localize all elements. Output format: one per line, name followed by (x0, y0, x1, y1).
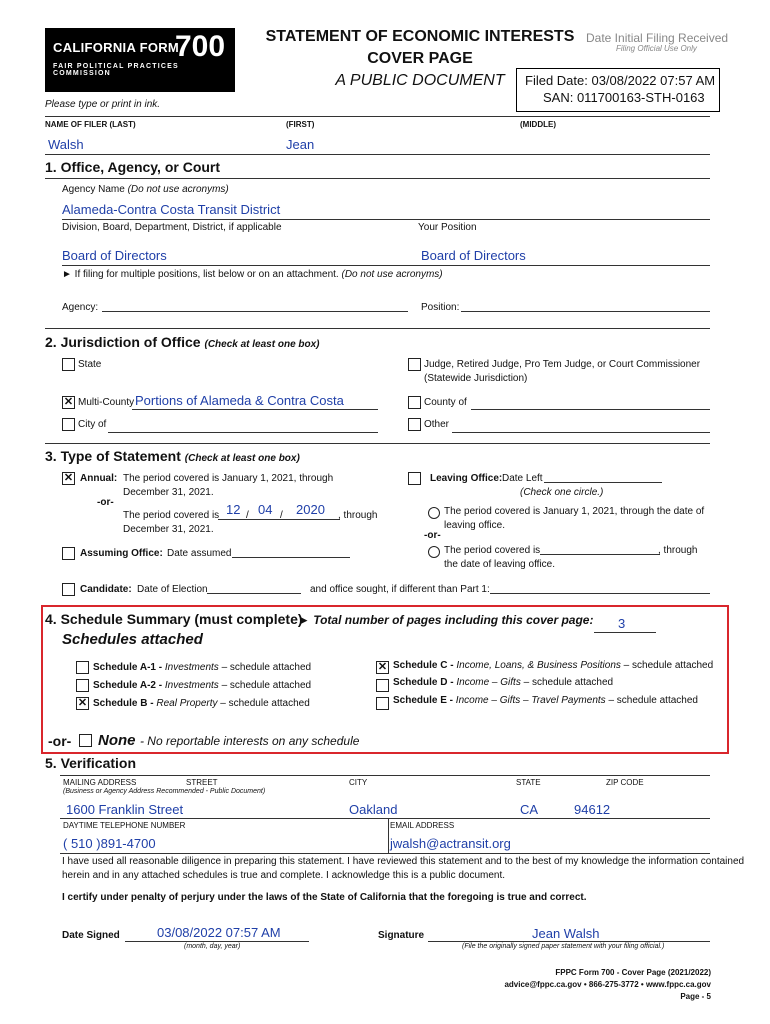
section5-title: 5. Verification (45, 755, 137, 771)
leave-option2-text2: the date of leaving office. (444, 559, 556, 570)
street-label: STREET (186, 778, 218, 787)
footer-page: Page - 5 (680, 992, 711, 1001)
filer-first-label: (FIRST) (286, 120, 315, 129)
position-label: Your Position (418, 222, 477, 233)
candidate-text: Date of Election (137, 584, 208, 595)
signature-label: Signature (378, 930, 425, 941)
logo-form-text: CALIFORNIA FORM (53, 40, 180, 55)
multicounty-checkbox[interactable]: ✕ (63, 396, 74, 408)
other-checkbox[interactable] (408, 418, 421, 431)
filer-middle-label: (MIDDLE) (520, 120, 556, 129)
city-label: CITY (349, 778, 368, 787)
candidate-checkbox[interactable] (62, 583, 75, 596)
email-field[interactable]: jwalsh@actransit.org (390, 836, 511, 851)
filer-first-name[interactable]: Jean (286, 137, 315, 152)
period-end-text: December 31, 2021. (123, 524, 214, 535)
street-field[interactable]: 1600 Franklin Street (66, 802, 184, 817)
annual-label: Annual: (80, 473, 118, 484)
form-subtitle: COVER PAGE (367, 50, 473, 67)
agency-name-label: Agency Name (Do not use acronyms) (62, 184, 229, 195)
certify-text: I certify under penalty of perjury under the laws of the State of California that the foregoing is true and correct. (62, 892, 587, 903)
or-label-2: -or- (424, 530, 441, 541)
date-signed-label: Date Signed (62, 930, 120, 941)
phone-field[interactable]: ( 510 )891-4700 (63, 836, 156, 851)
leaving-label: Leaving Office: (430, 473, 503, 484)
date-signed-field[interactable]: 03/08/2022 07:57 AM (157, 925, 281, 940)
form-logo (45, 28, 235, 92)
email-label: EMAIL ADDRESS (390, 821, 455, 830)
form-title: STATEMENT OF ECONOMIC INTERESTS (265, 28, 575, 45)
multicounty-field[interactable]: Portions of Alameda & Contra Costa (135, 393, 344, 408)
judge-label: Judge, Retired Judge, Pro Tem Judge, or Court Commissioner (424, 359, 701, 370)
candidate-label: Candidate: (80, 584, 132, 595)
position2-label: Position: (421, 302, 460, 313)
section2-title: 2. Jurisdiction of Office (Check at least one box) (45, 334, 320, 350)
section4-title: 4. Schedule Summary (must complete) (45, 611, 303, 627)
footer-contact: advice@fppc.ca.gov • 866-275-3772 • www.fppc.ca.gov (504, 980, 711, 989)
logo-commission: FAIR POLITICAL PRACTICES COMMISSION (53, 63, 179, 77)
state-field[interactable]: CA (520, 802, 539, 817)
zip-label: ZIP CODE (606, 778, 644, 787)
county-label: County of (424, 397, 467, 408)
san-number: SAN: 011700163-STH-0163 (543, 90, 705, 105)
schedule-d-checkbox[interactable] (376, 679, 389, 692)
leave-option2-text: The period covered is (444, 545, 541, 556)
section3-title: 3. Type of Statement (Check at least one box) (45, 448, 300, 464)
schedule-b-label: Schedule B - Real Property – schedule attached (93, 698, 310, 709)
leave-option2-through: , through (658, 545, 698, 556)
schedule-e-checkbox[interactable] (376, 697, 389, 710)
state-label: State (78, 359, 102, 370)
period-text: The period covered is (123, 510, 220, 521)
total-pages-label: ► Total number of pages including this cover page: (298, 613, 594, 627)
total-pages-field[interactable]: 3 (618, 616, 626, 631)
assuming-text: Date assumed (167, 548, 232, 559)
section1-title: 1. Office, Agency, or Court (45, 159, 221, 175)
signature-note: (File the originally signed paper statement with your filing official.) (462, 943, 665, 950)
leave-option1-radio[interactable] (428, 507, 440, 519)
leaving-text: Date Left (502, 473, 543, 484)
division-field[interactable]: Board of Directors (62, 248, 167, 263)
leave-option1-text2: leaving office. (444, 520, 505, 531)
none-label: None - No reportable interests on any schedule (98, 732, 360, 749)
schedules-attached-label: Schedules attached (62, 631, 203, 648)
annual-text2: December 31, 2021. (123, 487, 214, 498)
schedule-e-label: Schedule E - Income – Gifts – Travel Payments – schedule attached (393, 695, 698, 706)
schedule-d-label: Schedule D - Income – Gifts – schedule attached (393, 677, 614, 688)
assuming-label: Assuming Office: (80, 548, 163, 559)
annual-checkbox[interactable]: ✕ (63, 472, 74, 484)
received-label: Date Initial Filing Received (586, 31, 729, 45)
county-checkbox[interactable] (408, 396, 421, 409)
annual-text1: The period covered is January 1, 2021, through (123, 473, 334, 484)
judge-sublabel: (Statewide Jurisdiction) (424, 373, 528, 384)
filer-last-name[interactable]: Walsh (48, 137, 84, 152)
period-day[interactable]: 04 (258, 502, 273, 517)
leave-option1-text: The period covered is January 1, 2021, through the date of (444, 506, 705, 517)
assuming-checkbox[interactable] (62, 547, 75, 560)
city-checkbox[interactable] (62, 418, 75, 431)
schedule-a1-label: Schedule A-1 - Investments – schedule attached (93, 662, 312, 673)
schedule-c-checkbox[interactable]: ✕ (377, 661, 388, 673)
city-label: City of (78, 419, 107, 430)
schedule-c-label: Schedule C - Income, Loans, & Business Positions – schedule attached (393, 660, 714, 671)
leave-option2-radio[interactable] (428, 546, 440, 558)
leaving-note: (Check one circle.) (520, 487, 604, 498)
received-sublabel: Filing Official Use Only (616, 44, 697, 53)
print-note: Please type or print in ink. (45, 99, 161, 110)
date-note: (month, day, year) (184, 943, 241, 950)
multiple-positions-note: ► If filing for multiple positions, list below or on an attachment. (Do not use acronyms) (62, 269, 443, 280)
logo-form-number: 700 (175, 30, 226, 63)
footer-form-id: FPPC Form 700 - Cover Page (2021/2022) (555, 968, 711, 977)
none-checkbox[interactable] (79, 734, 92, 747)
filed-stamp (516, 68, 720, 112)
filed-date: Filed Date: 03/08/2022 07:57 AM (525, 73, 716, 88)
period-month[interactable]: 12 (226, 502, 241, 517)
signature-field[interactable]: Jean Walsh (532, 926, 600, 941)
phone-label: DAYTIME TELEPHONE NUMBER (63, 821, 186, 830)
zip-field[interactable]: 94612 (574, 802, 611, 817)
through-text: , through (338, 510, 378, 521)
agency-name-field[interactable]: Alameda-Contra Costa Transit District (62, 202, 281, 217)
judge-checkbox[interactable] (408, 358, 421, 371)
position-field[interactable]: Board of Directors (421, 248, 526, 263)
form-public-doc: A PUBLIC DOCUMENT (335, 72, 505, 89)
diligence-text2: herein and in any attached schedules is true and complete. I acknowledge this is a public document. (62, 870, 506, 881)
mailing-address-label: MAILING ADDRESS (63, 778, 137, 787)
or-label-1: -or- (97, 497, 114, 508)
state-label: STATE (516, 778, 541, 787)
other-label: Other (424, 419, 450, 430)
state-checkbox[interactable] (62, 358, 75, 371)
period-year[interactable]: 2020 (296, 502, 325, 517)
candidate-text2: and office sought, if different than Part 1: (310, 584, 490, 595)
schedule-a2-label: Schedule A-2 - Investments – schedule attached (93, 680, 312, 691)
leaving-checkbox[interactable] (408, 472, 421, 485)
division-label: Division, Board, Department, District, if applicable (62, 222, 282, 233)
diligence-text1: I have used all reasonable diligence in preparing this statement. I have reviewed this statement and to the best of my knowledge the information contained (62, 856, 745, 867)
schedule-a1-checkbox[interactable] (76, 661, 89, 674)
schedule-b-checkbox[interactable]: ✕ (77, 697, 88, 709)
multicounty-label: Multi-County (78, 397, 135, 408)
schedule-a2-checkbox[interactable] (76, 679, 89, 692)
mailing-note: (Business or Agency Address Recommended - Public Document) (63, 788, 266, 795)
agency2-label: Agency: (62, 302, 99, 313)
or-none-label: -or- (48, 733, 72, 749)
city-field[interactable]: Oakland (349, 802, 398, 817)
filer-last-label: NAME OF FILER (LAST) (45, 120, 136, 129)
